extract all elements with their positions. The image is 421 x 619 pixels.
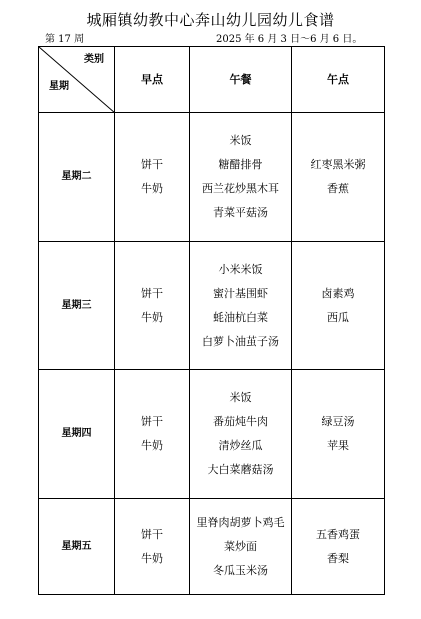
lunch-cell: [190, 113, 292, 242]
list-item: 大白菜蘑菇汤: [207, 463, 274, 476]
header-row: [39, 47, 385, 113]
snack-cell: [292, 370, 385, 499]
breakfast-cell: [115, 499, 190, 595]
list-item: 香蕉: [327, 182, 349, 195]
table-row: [39, 370, 385, 499]
corner-category-label: 类别: [84, 54, 104, 65]
date-range: 2025 年 6 月 3 日～6 月 6 日。: [216, 34, 363, 45]
list-item: 小米米饭: [218, 262, 263, 276]
table-row: [39, 113, 385, 242]
snack-cell: [292, 242, 385, 370]
lunch-cell: [190, 242, 292, 370]
breakfast-cell: [115, 370, 190, 499]
week-number: 第 17 周: [45, 34, 85, 45]
list-item: 里脊肉胡萝卜鸡毛: [196, 515, 285, 529]
list-item: 牛奶: [141, 310, 163, 324]
table-row: [39, 499, 385, 595]
corner-day-label: 星期: [49, 81, 69, 92]
menu-title: 城厢镇幼教中心奔山幼儿园幼儿食谱: [86, 11, 335, 29]
list-item: 米饭: [229, 134, 252, 147]
list-item: 白萝卜油茧子汤: [202, 334, 279, 348]
list-item: 蚝油杭白菜: [213, 310, 268, 324]
breakfast-cell: [115, 242, 190, 370]
day-cell: 星期二: [39, 113, 115, 242]
snack-cell: [292, 499, 385, 595]
corner-cell: [39, 47, 115, 113]
list-item: 饼干: [141, 415, 163, 428]
list-item: 香梨: [327, 551, 349, 565]
lunch-cell: [190, 370, 292, 499]
day-cell: 星期三: [39, 242, 115, 370]
col-header-breakfast: 早点: [115, 47, 190, 113]
list-item: 红枣黑米粥: [310, 158, 366, 171]
list-item: 牛奶: [141, 439, 163, 452]
list-item: 饼干: [141, 527, 163, 541]
list-item: 西兰花炒黑木耳: [202, 182, 279, 195]
lunch-cell: [190, 499, 292, 595]
breakfast-cell: [115, 113, 190, 242]
list-item: 糖醋排骨: [218, 158, 263, 171]
menu-table: [38, 46, 385, 595]
list-item: 米饭: [229, 391, 252, 404]
list-item: 青菜平菇汤: [213, 206, 268, 219]
list-item: 饼干: [141, 286, 163, 300]
list-item: 牛奶: [141, 551, 163, 565]
list-item: 牛奶: [141, 182, 163, 195]
day-cell: 星期五: [39, 499, 115, 595]
list-item: 西瓜: [327, 310, 349, 324]
day-cell: 星期四: [39, 370, 115, 499]
col-header-snack: 午点: [292, 47, 385, 113]
list-item: 苹果: [327, 439, 349, 452]
list-item: 卤素鸡: [321, 286, 355, 300]
list-item: 菜炒面: [224, 539, 257, 553]
table-row: [39, 242, 385, 370]
list-item: 五香鸡蛋: [316, 527, 360, 541]
list-item: 清炒丝瓜: [218, 439, 263, 452]
list-item: 蜜汁基围虾: [213, 286, 268, 300]
list-item: 绿豆汤: [321, 415, 355, 428]
list-item: 冬瓜玉米汤: [213, 563, 268, 577]
snack-cell: [292, 113, 385, 242]
list-item: 饼干: [141, 158, 163, 171]
col-header-lunch: 午餐: [190, 47, 292, 113]
list-item: 番茄炖牛肉: [213, 415, 268, 428]
